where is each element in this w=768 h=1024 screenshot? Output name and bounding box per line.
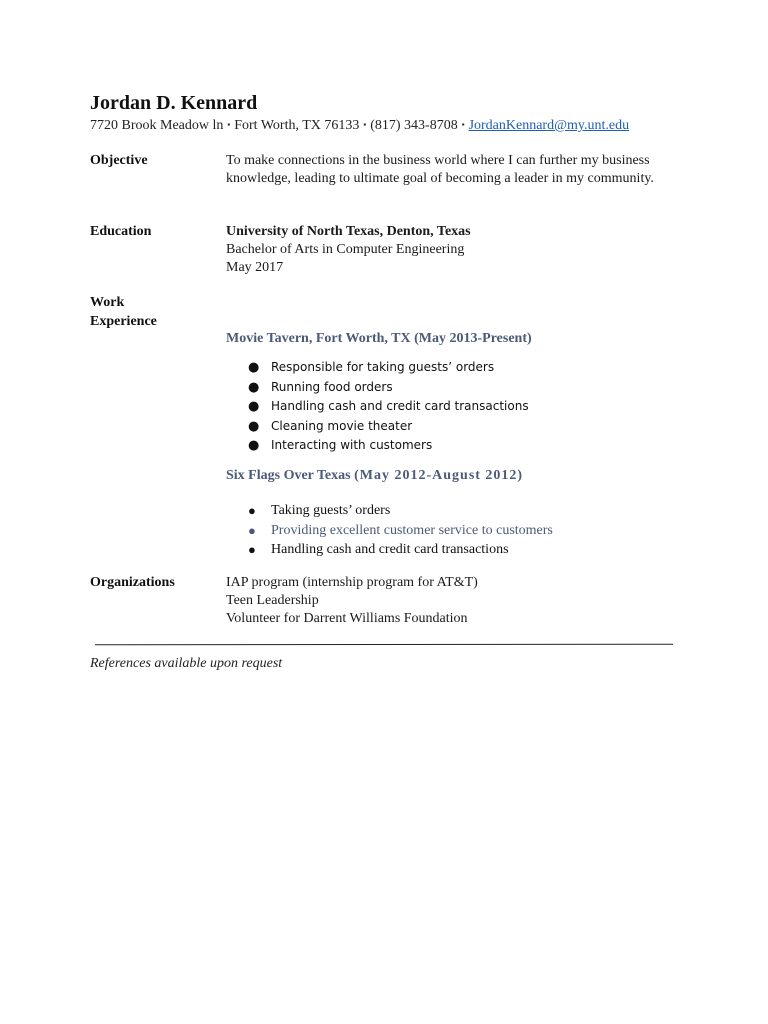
list-item: ● Cleaning movie theater xyxy=(226,417,529,437)
employer-name: Six Flags Over Texas xyxy=(226,468,351,483)
objective-text: To make connections in the business world where I can further my business knowledge, leading to ultimate goal of becoming a leader in my community. xyxy=(226,153,654,186)
phone-text: (817) 343-8708 xyxy=(370,118,458,133)
list-item: ● Handling cash and credit card transactions xyxy=(226,540,553,560)
list-item: ● Running food orders xyxy=(226,378,529,398)
bullet-icon: ● xyxy=(248,360,260,375)
education-label: Education xyxy=(90,224,152,239)
employer-name: Movie Tavern, xyxy=(226,331,313,346)
bullet-icon: ● xyxy=(248,542,256,557)
duties-list-six-flags xyxy=(226,501,553,560)
horizontal-divider xyxy=(95,644,673,646)
bullet-icon: ● xyxy=(248,418,260,434)
objective-label: Objective xyxy=(90,153,148,168)
bullet-icon: ● xyxy=(248,399,260,414)
list-item: ● Providing excellent customer service to customers xyxy=(226,521,553,541)
work-label-line2: Experience xyxy=(90,314,157,329)
list-item: ● Responsible for taking guests’ orders xyxy=(226,358,529,378)
job-dates: (May 2012-August 2012) xyxy=(354,468,524,483)
school-name: University of North Texas, Denton, Texas xyxy=(226,224,471,239)
address-text: 7720 Brook Meadow ln xyxy=(90,118,224,133)
contact-line xyxy=(90,118,629,134)
job-title-six-flags xyxy=(226,468,523,484)
city-text: Fort Worth, TX 76133 xyxy=(234,118,360,133)
job-location-dates: Fort Worth, TX (May 2013-Present) xyxy=(315,331,532,346)
education-block xyxy=(226,223,676,277)
bullet-icon: ● xyxy=(248,438,260,453)
list-item: IAP program (internship program for AT&T) xyxy=(226,575,478,590)
list-item: ● Interacting with customers xyxy=(226,436,529,456)
separator-bullet: ▪ xyxy=(227,120,231,129)
bullet-icon: ● xyxy=(248,379,260,395)
organizations-list xyxy=(226,574,676,628)
organizations-label: Organizations xyxy=(90,575,175,590)
list-item: ● Handling cash and credit card transactions xyxy=(226,397,529,417)
degree-text: Bachelor of Arts in Computer Engineering xyxy=(226,242,465,257)
graduation-date: May 2017 xyxy=(226,260,284,275)
list-item: Volunteer for Darrent Williams Foundation xyxy=(226,611,468,626)
bullet-icon: ● xyxy=(248,522,256,538)
list-item: Teen Leadership xyxy=(226,593,319,608)
separator-bullet: ▪ xyxy=(461,120,465,129)
references-note: References available upon request xyxy=(90,656,283,671)
duties-list-movie-tavern xyxy=(226,358,529,456)
separator-bullet: ▪ xyxy=(363,120,367,129)
email-link[interactable]: JordanKennard@my.unt.edu xyxy=(468,118,630,133)
work-experience-label xyxy=(90,293,157,331)
bullet-icon: ● xyxy=(248,503,256,518)
list-item: ● Taking guests’ orders xyxy=(226,501,553,521)
work-label-line1: Work xyxy=(90,295,125,310)
job-title-movie-tavern xyxy=(226,331,532,347)
resume-name: Jordan D. Kennard xyxy=(90,92,258,114)
